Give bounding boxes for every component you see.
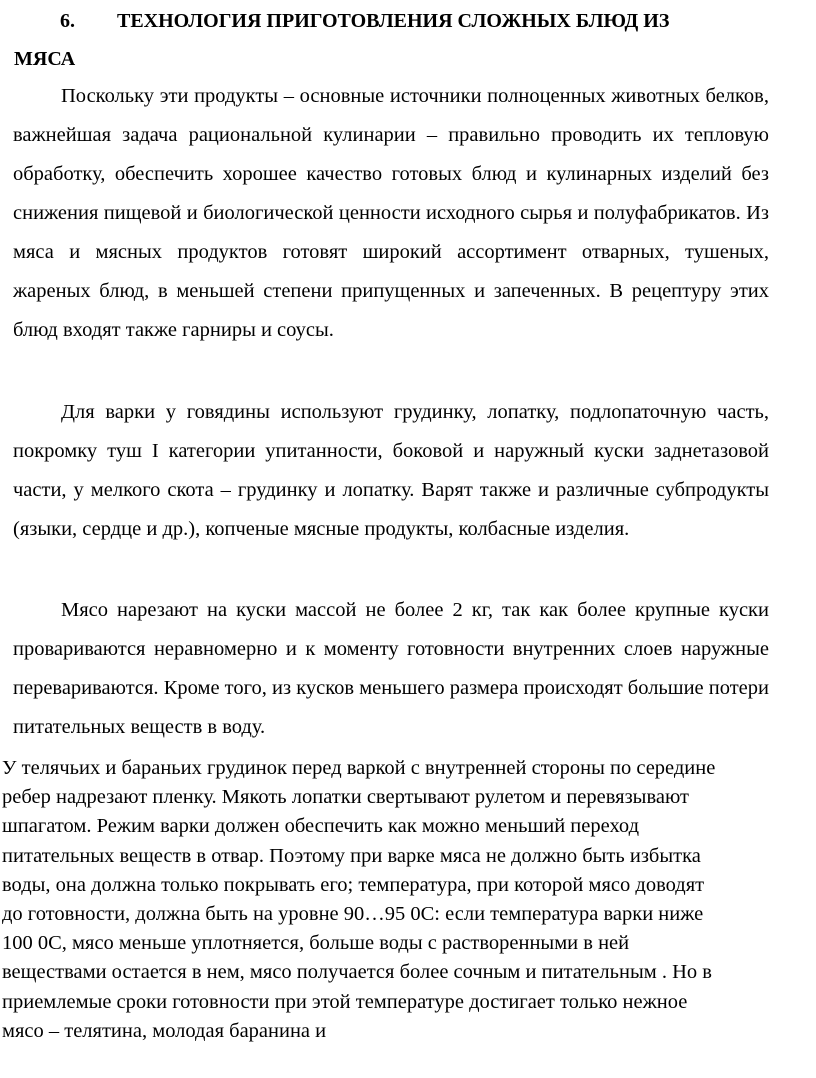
text-line: ребер надрезают пленку. Мякоть лопатки свертывают рулетом и перевязывают — [2, 786, 689, 809]
text-line: воды, она должна только покрывать его; температура, при которой мясо доводят — [2, 873, 705, 896]
section-heading — [14, 2, 804, 78]
text-line: питательных веществ в отвар. Поэтому при варке мяса не должно быть избытка — [2, 844, 701, 867]
paragraph-intro: Поскольку эти продукты – основные источники полноценных животных белков, важнейшая задача рациональной кулинарии – правильно проводить их тепловую обработку, обеспечить хорошее качество готовых блюд и кулинарных изделий без снижения пищевой и биологической ценности исходного сырья и полуфабрикатов. Из мяса и мясных продуктов готовят широкий ассортимент отварных, тушеных, жареных блюд, в меньшей степени припущенных и запеченных. В рецептуру этих блюд входят также гарниры и соусы. — [13, 85, 769, 341]
text-line: приемлемые сроки готовности при этой температуре достигает только нежное — [2, 990, 688, 1013]
paragraph-boiling-cuts: Для варки у говядины используют грудинку, лопатку, подлопаточную часть, покромку туш I категории упитанности, боковой и наружный куски заднетазовой части, у мелкого скота – грудинку и лопатку. Варят также и различные субпродукты (языки, сердце и др.), копченые мясные продукты, колбасные изделия. — [13, 401, 769, 540]
section-title-line-2: МЯСА — [14, 48, 76, 70]
section-number: 6. — [60, 10, 75, 32]
text-line: веществами остается в нем, мясо получается более сочным и питательным . Но в — [2, 961, 712, 984]
text-line: мясо – телятина, молодая баранина и — [2, 1019, 327, 1042]
paragraph-cutting: Мясо нарезают на куски массой не более 2 кг, так как более крупные куски провариваются неравномерно и к моменту готовности внутренних слоев наружные перевариваются. Кроме того, из кусков меньшего размера происходят большие потери питательных веществ в воду. — [13, 599, 769, 738]
section-title-line-1: ТЕХНОЛОГИЯ ПРИГОТОВЛЕНИЯ СЛОЖНЫХ БЛЮД ИЗ — [117, 10, 670, 32]
text-line: 100 0С, мясо меньше уплотняется, больше воды с растворенными в ней — [2, 932, 630, 955]
text-line: до готовности, должна быть на уровне 90…95 0С: если температура варки ниже — [2, 903, 704, 926]
paragraph-boiling-mode — [2, 754, 806, 1046]
text-line: У телячьих и бараньих грудинок перед варкой с внутренней стороны по середине — [2, 757, 716, 779]
text-line: шпагатом. Режим варки должен обеспечить как можно меньший переход — [2, 815, 640, 838]
